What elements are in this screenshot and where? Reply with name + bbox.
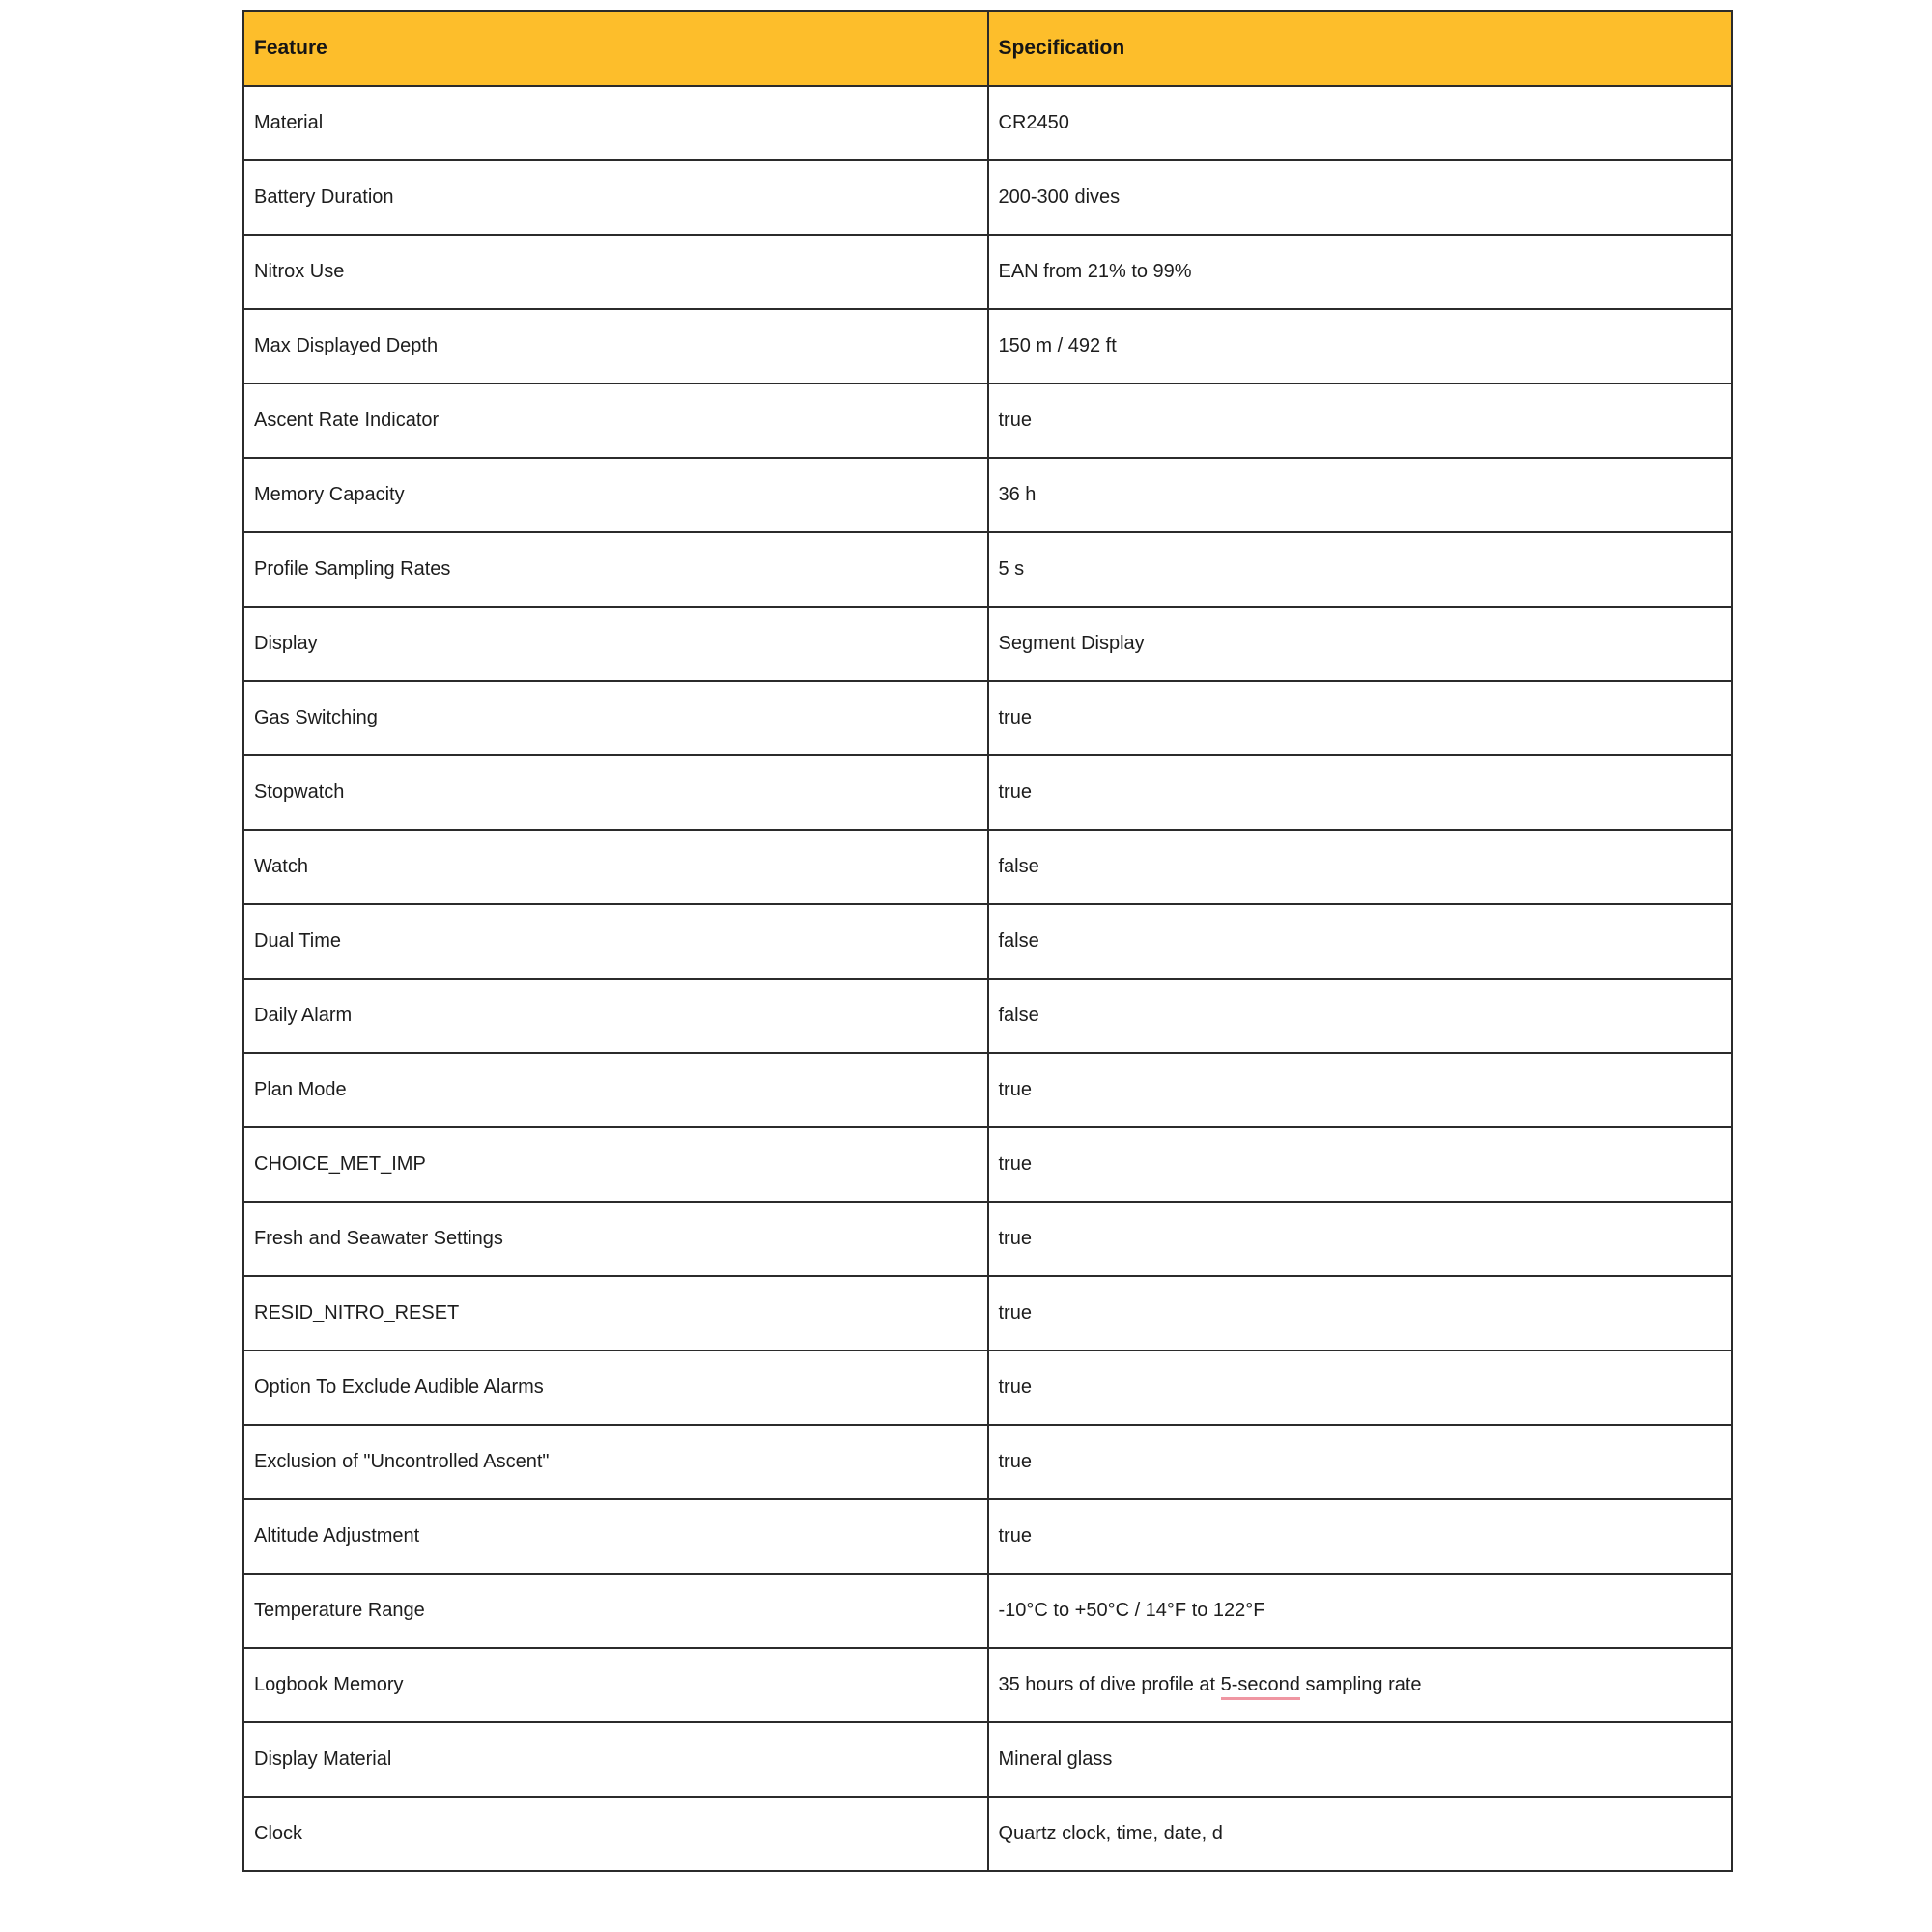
- feature-cell: Clock: [243, 1797, 988, 1871]
- spec-cell: true: [988, 1499, 1733, 1574]
- table-row: [243, 1276, 1732, 1350]
- table-row: [243, 532, 1732, 607]
- spec-cell: CR2450: [988, 86, 1733, 160]
- feature-cell: Profile Sampling Rates: [243, 532, 988, 607]
- feature-cell: RESID_NITRO_RESET: [243, 1276, 988, 1350]
- table-row: [243, 830, 1732, 904]
- spec-cell: true: [988, 1276, 1733, 1350]
- feature-cell: Memory Capacity: [243, 458, 988, 532]
- spec-cell: [988, 1648, 1733, 1722]
- spec-table-body: [243, 86, 1732, 1871]
- table-row: [243, 1053, 1732, 1127]
- table-row: [243, 607, 1732, 681]
- column-header-feature: Feature: [243, 11, 988, 86]
- spec-cell: true: [988, 1425, 1733, 1499]
- feature-cell: Option To Exclude Audible Alarms: [243, 1350, 988, 1425]
- feature-cell: Plan Mode: [243, 1053, 988, 1127]
- spec-cell: 200-300 dives: [988, 160, 1733, 235]
- spec-cell: Quartz clock, time, date, d: [988, 1797, 1733, 1871]
- feature-cell: Fresh and Seawater Settings: [243, 1202, 988, 1276]
- feature-cell: Display Material: [243, 1722, 988, 1797]
- spec-cell: true: [988, 755, 1733, 830]
- feature-cell: CHOICE_MET_IMP: [243, 1127, 988, 1202]
- table-row: [243, 86, 1732, 160]
- table-row: [243, 1127, 1732, 1202]
- table-row: [243, 681, 1732, 755]
- spec-cell: true: [988, 384, 1733, 458]
- feature-cell: Battery Duration: [243, 160, 988, 235]
- feature-cell: Altitude Adjustment: [243, 1499, 988, 1574]
- feature-cell: Temperature Range: [243, 1574, 988, 1648]
- table-row: [243, 979, 1732, 1053]
- feature-cell: Display: [243, 607, 988, 681]
- feature-cell: Dual Time: [243, 904, 988, 979]
- table-row: [243, 458, 1732, 532]
- spec-cell: true: [988, 1053, 1733, 1127]
- table-row: [243, 1350, 1732, 1425]
- table-row: [243, 309, 1732, 384]
- feature-cell: Stopwatch: [243, 755, 988, 830]
- feature-cell: Exclusion of "Uncontrolled Ascent": [243, 1425, 988, 1499]
- table-row: [243, 1202, 1732, 1276]
- feature-cell: Ascent Rate Indicator: [243, 384, 988, 458]
- spec-text: sampling rate: [1299, 1674, 1422, 1695]
- spec-cell: true: [988, 1350, 1733, 1425]
- spec-cell: Segment Display: [988, 607, 1733, 681]
- table-row: [243, 1722, 1732, 1797]
- table-row: [243, 1648, 1732, 1722]
- feature-cell: Max Displayed Depth: [243, 309, 988, 384]
- feature-cell: Gas Switching: [243, 681, 988, 755]
- table-row: [243, 160, 1732, 235]
- spec-cell: true: [988, 1202, 1733, 1276]
- spec-cell: 150 m / 492 ft: [988, 309, 1733, 384]
- spec-cell: EAN from 21% to 99%: [988, 235, 1733, 309]
- spec-text: 35 hours of dive profile at: [998, 1674, 1221, 1695]
- table-row: [243, 235, 1732, 309]
- header-row: [243, 11, 1732, 86]
- spec-table-container: [242, 10, 1733, 1872]
- spec-cell: -10°C to +50°C / 14°F to 122°F: [988, 1574, 1733, 1648]
- spec-cell: true: [988, 1127, 1733, 1202]
- spec-table: [242, 10, 1733, 1872]
- spec-cell: Mineral glass: [988, 1722, 1733, 1797]
- table-row: [243, 1574, 1732, 1648]
- feature-cell: Daily Alarm: [243, 979, 988, 1053]
- spec-cell: false: [988, 830, 1733, 904]
- spec-cell: false: [988, 904, 1733, 979]
- table-row: [243, 1425, 1732, 1499]
- misspelled-word: 5-second: [1221, 1674, 1300, 1700]
- table-row: [243, 1499, 1732, 1574]
- spec-table-header: [243, 11, 1732, 86]
- feature-cell: Material: [243, 86, 988, 160]
- spec-cell: 36 h: [988, 458, 1733, 532]
- table-row: [243, 904, 1732, 979]
- table-row: [243, 755, 1732, 830]
- table-row: [243, 1797, 1732, 1871]
- spec-cell: 5 s: [988, 532, 1733, 607]
- feature-cell: Logbook Memory: [243, 1648, 988, 1722]
- feature-cell: Watch: [243, 830, 988, 904]
- table-row: [243, 384, 1732, 458]
- spec-cell: false: [988, 979, 1733, 1053]
- column-header-specification: Specification: [988, 11, 1733, 86]
- feature-cell: Nitrox Use: [243, 235, 988, 309]
- spec-cell: true: [988, 681, 1733, 755]
